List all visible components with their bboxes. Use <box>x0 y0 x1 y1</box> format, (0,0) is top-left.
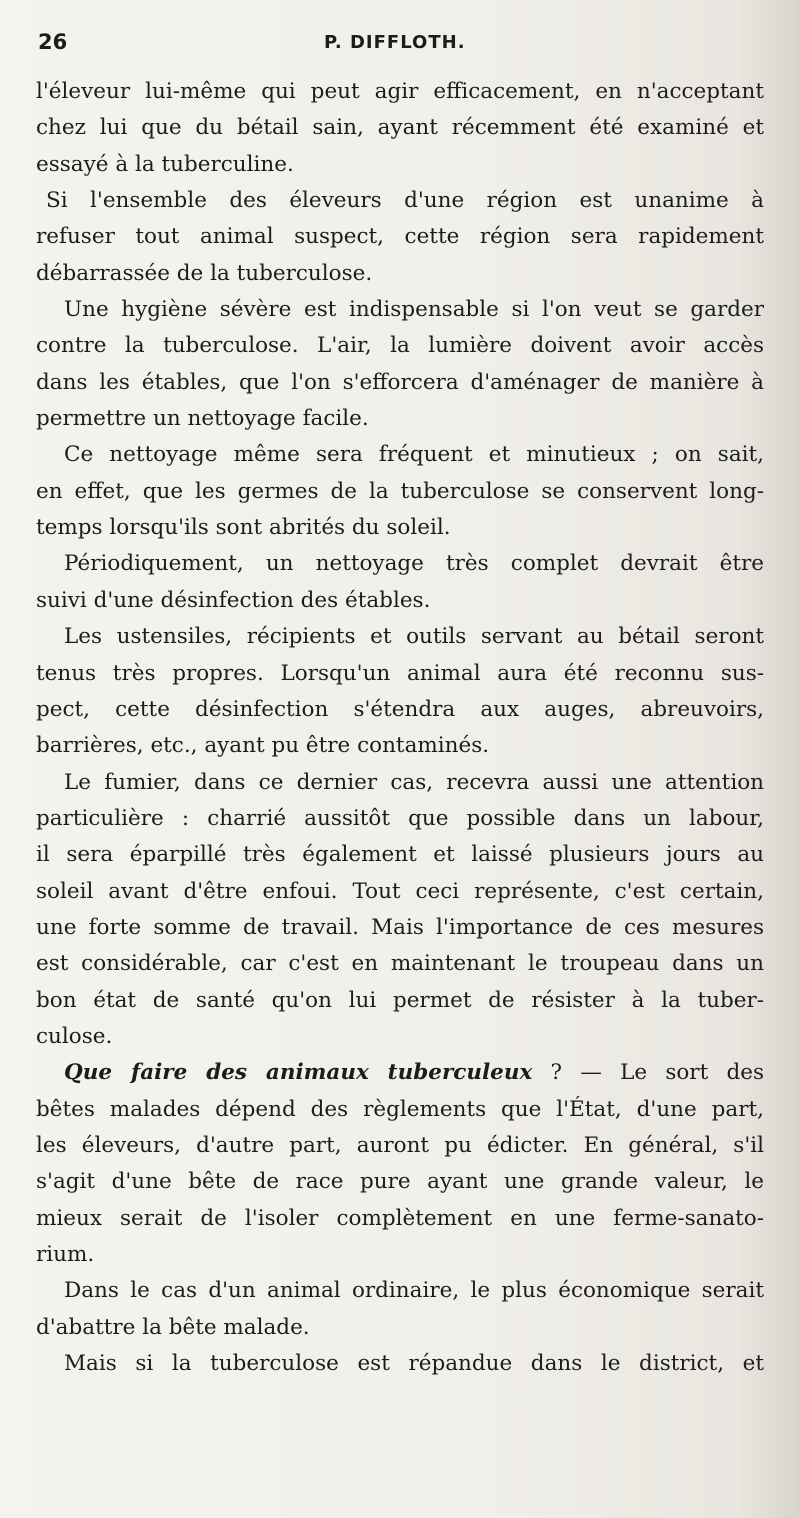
text-line: Mais si la tuberculose est répandue dans le district, et <box>64 1351 764 1377</box>
text-line: une forte somme de travail. Mais l'importance de ces mesures <box>36 914 764 940</box>
text-line: essayé à la tuberculine. <box>36 151 294 177</box>
text-line: Les ustensiles, récipients et outils servant au bétail seront <box>64 624 764 650</box>
text-line: barrières, etc., ayant pu être contaminés. <box>36 733 490 759</box>
running-title: P. DIFFLOTH. <box>324 32 466 53</box>
text-line: suivi d'une désinfection des étables. <box>36 587 431 613</box>
text-line: l'éleveur lui-même qui peut agir efficacement, en n'acceptant <box>36 79 764 104</box>
text-line: s'agit d'une bête de race pure ayant une grande valeur, le <box>36 1169 764 1195</box>
text-line: contre la tuberculose. L'air, la lumière doivent avoir accès <box>36 333 764 359</box>
text-line: chez lui que du bétail sain, ayant récemment été examiné et <box>36 115 764 141</box>
text-line: refuser tout animal suspect, cette région sera rapidement <box>36 224 764 250</box>
text-line: bêtes malades dépend des règlements que l'État, d'une part, <box>36 1096 764 1122</box>
text-line: tenus très propres. Lorsqu'un animal aura été reconnu sus- <box>36 660 764 686</box>
text-line: dans les étables, que l'on s'efforcera d'aménager de manière à <box>36 369 764 395</box>
text-line: débarrassée de la tuberculose. <box>36 260 373 286</box>
text-line: rium. <box>36 1242 95 1267</box>
text-line: soleil avant d'être enfoui. Tout ceci représente, c'est certain, <box>36 878 764 904</box>
text-line: Une hygiène sévère est indispensable si l'on veut se garder <box>64 297 764 323</box>
page-number: 26 <box>38 30 68 54</box>
text-line: est considérable, car c'est en maintenant le troupeau dans un <box>36 951 764 977</box>
text-line: permettre un nettoyage facile. <box>36 406 369 432</box>
text-line: Le fumier, dans ce dernier cas, recevra aussi une attention <box>64 769 764 795</box>
text-line: il sera éparpillé très également et laissé plusieurs jours au <box>36 842 764 868</box>
text-line: les éleveurs, d'autre part, auront pu édicter. En général, s'il <box>36 1132 764 1158</box>
text-line: bon état de santé qu'on lui permet de résister à la tuber- <box>36 987 764 1013</box>
text-line: en effet, que les germes de la tuberculose se conservent long- <box>36 478 764 504</box>
text-line: Périodiquement, un nettoyage très complet devrait être <box>64 551 764 577</box>
question-heading: Que faire des animaux tuberculeux <box>64 1060 533 1086</box>
text-line: Si l'ensemble des éleveurs d'une région est unanime à <box>46 188 764 214</box>
text-line: particulière : charrié aussitôt que possible dans un labour, <box>36 805 764 831</box>
text-line: temps lorsqu'ils sont abrités du soleil. <box>36 515 451 541</box>
text-line: mieux serait de l'isoler complètement en une ferme-sanato- <box>36 1205 764 1231</box>
text-line: Ce nettoyage même sera fréquent et minutieux ; on sait, <box>64 442 764 468</box>
body-text <box>36 74 764 1382</box>
text-line: culose. <box>36 1023 113 1049</box>
question-rest: ? — Le sort des <box>532 1060 764 1086</box>
text-line: pect, cette désinfection s'étendra aux auges, abreuvoirs, <box>36 696 764 722</box>
running-header <box>38 30 740 60</box>
text-line: Dans le cas d'un animal ordinaire, le plus économique serait <box>64 1278 764 1304</box>
question-line <box>36 1055 764 1091</box>
text-line: d'abattre la bête malade. <box>36 1314 310 1340</box>
